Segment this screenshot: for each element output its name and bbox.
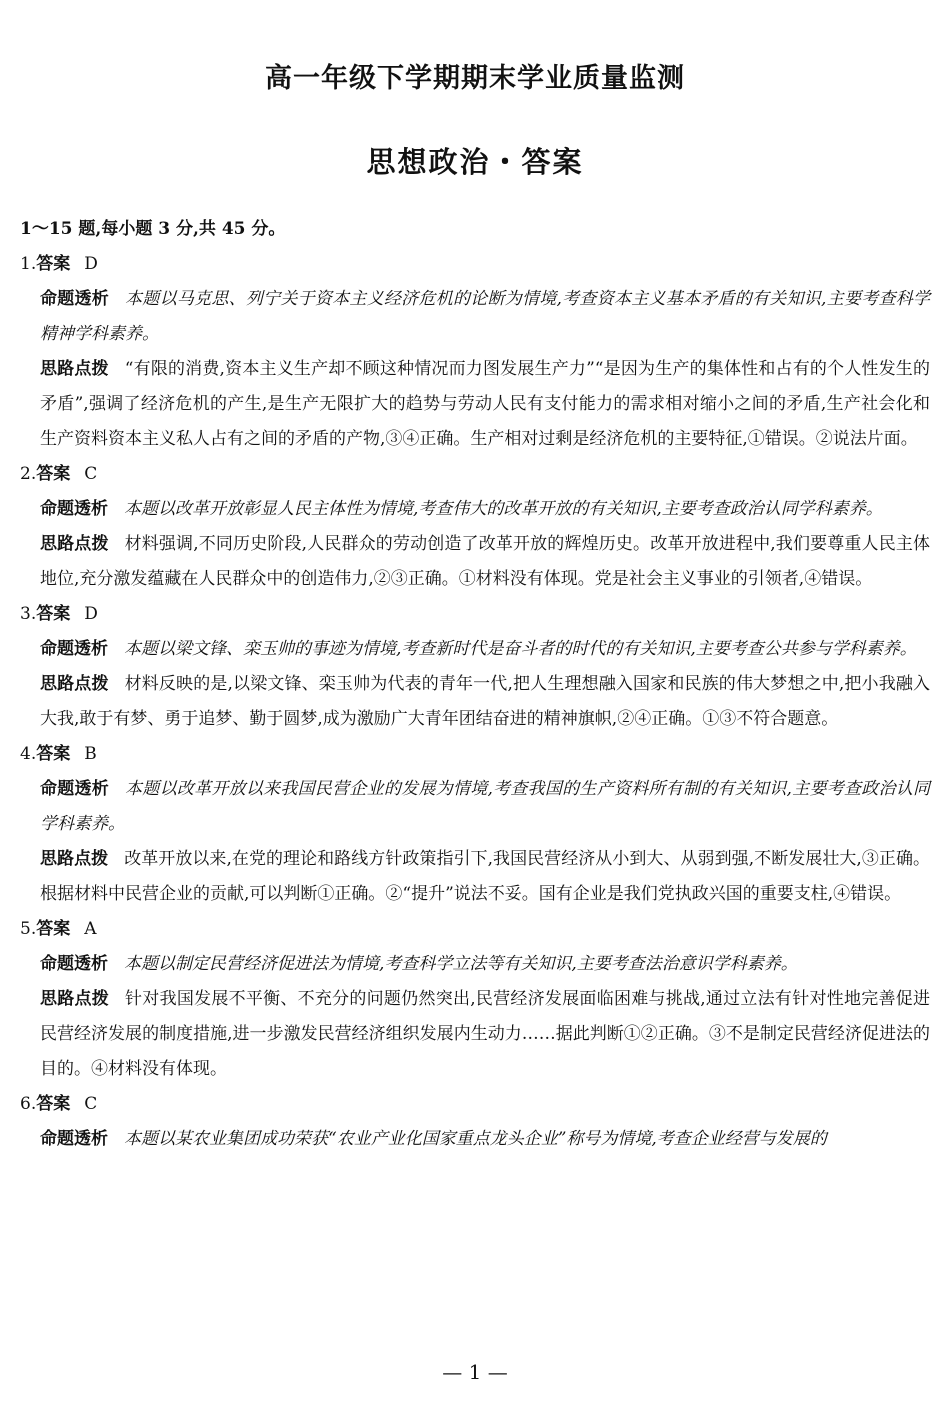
analysis-text: 本题以改革开放彰显人民主体性为情境,考查伟大的改革开放的有关知识,主要考查政治认同学科素养。 — [124, 499, 883, 519]
analysis-paragraph — [40, 1122, 930, 1157]
question-block-6 — [20, 1087, 930, 1157]
hint-text: 材料反映的是,以梁文锋、栾玉帅为代表的青年一代,把人生理想融入国家和民族的伟大梦想之中,把小我融入大我,敢于有梦、勇于追梦、勤于圆梦,成为激励广大青年团结奋进的精神旗帜,②④正确。①③不符合题意。 — [40, 674, 931, 729]
answer-value: D — [84, 254, 98, 274]
page-number: — 1 — — [442, 1360, 508, 1384]
analysis-paragraph — [40, 492, 930, 527]
question-number: 4. — [20, 744, 37, 764]
analysis-text: 本题以马克思、列宁关于资本主义经济危机的论断为情境,考查资本主义基本矛盾的有关知识,主要考查科学精神学科素养。 — [40, 289, 931, 344]
answer-value: A — [84, 919, 97, 939]
analysis-label: 命题透析 — [40, 779, 110, 799]
answer-label: 答案 — [36, 1094, 71, 1114]
question-number: 2. — [20, 464, 37, 484]
answer-label: 答案 — [36, 604, 71, 624]
analysis-label: 命题透析 — [40, 499, 108, 519]
answer-value: B — [84, 744, 97, 764]
analysis-label: 命题透析 — [40, 1129, 108, 1149]
question-heading — [20, 737, 930, 772]
hint-label: 思路点拨 — [40, 674, 109, 694]
question-number: 6. — [20, 1094, 37, 1114]
answer-value: C — [84, 1094, 98, 1114]
analysis-text: 本题以改革开放以来我国民营企业的发展为情境,考查我国的生产资料所有制的有关知识,主要考查政治认同学科素养。 — [40, 779, 931, 834]
hint-text: 材料强调,不同历史阶段,人民群众的劳动创造了改革开放的辉煌历史。改革开放进程中,我们要尊重人民主体地位,充分激发蕴藏在人民群众中的创造伟力,②③正确。①材料没有体现。党是社会主义事业的引领者,④错误。 — [40, 534, 931, 589]
answer-label: 答案 — [36, 744, 71, 764]
analysis-label: 命题透析 — [40, 639, 108, 659]
answer-label: 答案 — [36, 919, 71, 939]
hint-text: 针对我国发展不平衡、不充分的问题仍然突出,民营经济发展面临困难与挑战,通过立法有针对性地完善促进民营经济发展的制度措施,进一步激发民营经济组织发展内生动力……据此判断①②正确。③不是制定民营经济促进法的目的。④材料没有体现。 — [40, 989, 931, 1079]
question-heading — [20, 912, 930, 947]
question-block-1 — [20, 247, 930, 457]
answer-label: 答案 — [36, 254, 71, 274]
question-number: 1. — [20, 254, 37, 274]
hint-paragraph — [40, 352, 930, 457]
answer-value: C — [84, 464, 98, 484]
document-title: 高一年级下学期期末学业质量监测 — [265, 63, 685, 94]
document-subtitle: 思想政治・答案 — [366, 145, 584, 179]
hint-text: 改革开放以来,在党的理论和路线方针政策指引下,我国民营经济从小到大、从弱到强,不断发展壮大,③正确。根据材料中民营企业的贡献,可以判断①正确。②“提升”说法不妥。国有企业是我们党执政兴国的重要支柱,④错误。 — [40, 849, 930, 904]
hint-paragraph — [40, 667, 930, 737]
question-heading — [20, 247, 930, 282]
question-block-4 — [20, 737, 930, 912]
hint-label: 思路点拨 — [40, 534, 109, 554]
analysis-text: 本题以制定民营经济促进法为情境,考查科学立法等有关知识,主要考查法治意识学科素养。 — [124, 954, 798, 974]
question-number: 3. — [20, 604, 37, 624]
hint-text: “有限的消费,资本主义生产却不顾这种情况而力图发展生产力”“是因为生产的集体性和占有的个人性发生的矛盾”,强调了经济危机的产生,是生产无限扩大的趋势与劳动人民有支付能力的需求相对缩小之间的矛盾,生产社会化和生产资料资本主义私人占有之间的矛盾的产物,③④正确。生产相对过剩是经济危机的主要特征,①错误。②说法片面。 — [40, 359, 930, 449]
analysis-label: 命题透析 — [40, 289, 110, 309]
hint-label: 思路点拨 — [40, 849, 109, 869]
question-number: 5. — [20, 919, 37, 939]
analysis-text: 本题以某农业集团成功荣获“农业产业化国家重点龙头企业”称号为情境,考查企业经营与发展的 — [124, 1129, 827, 1149]
analysis-label: 命题透析 — [40, 954, 108, 974]
question-heading — [20, 457, 930, 492]
hint-label: 思路点拨 — [40, 359, 109, 379]
answer-value: D — [84, 604, 98, 624]
hint-label: 思路点拨 — [40, 989, 110, 1009]
analysis-text: 本题以梁文锋、栾玉帅的事迹为情境,考查新时代是奋斗者的时代的有关知识,主要考查公共参与学科素养。 — [124, 639, 917, 659]
question-block-2 — [20, 457, 930, 597]
hint-paragraph — [40, 527, 930, 597]
question-block-5 — [20, 912, 930, 1087]
section-intro: 1～15 题,每小题 3 分,共 45 分。 — [20, 219, 286, 239]
analysis-paragraph — [40, 947, 930, 982]
analysis-paragraph — [40, 282, 930, 352]
question-heading — [20, 597, 930, 632]
question-heading — [20, 1087, 930, 1122]
analysis-paragraph — [40, 772, 930, 842]
question-block-3 — [20, 597, 930, 737]
answer-content — [20, 212, 930, 1157]
hint-paragraph — [40, 982, 930, 1087]
analysis-paragraph — [40, 632, 930, 667]
answer-label: 答案 — [36, 464, 71, 484]
hint-paragraph — [40, 842, 930, 912]
